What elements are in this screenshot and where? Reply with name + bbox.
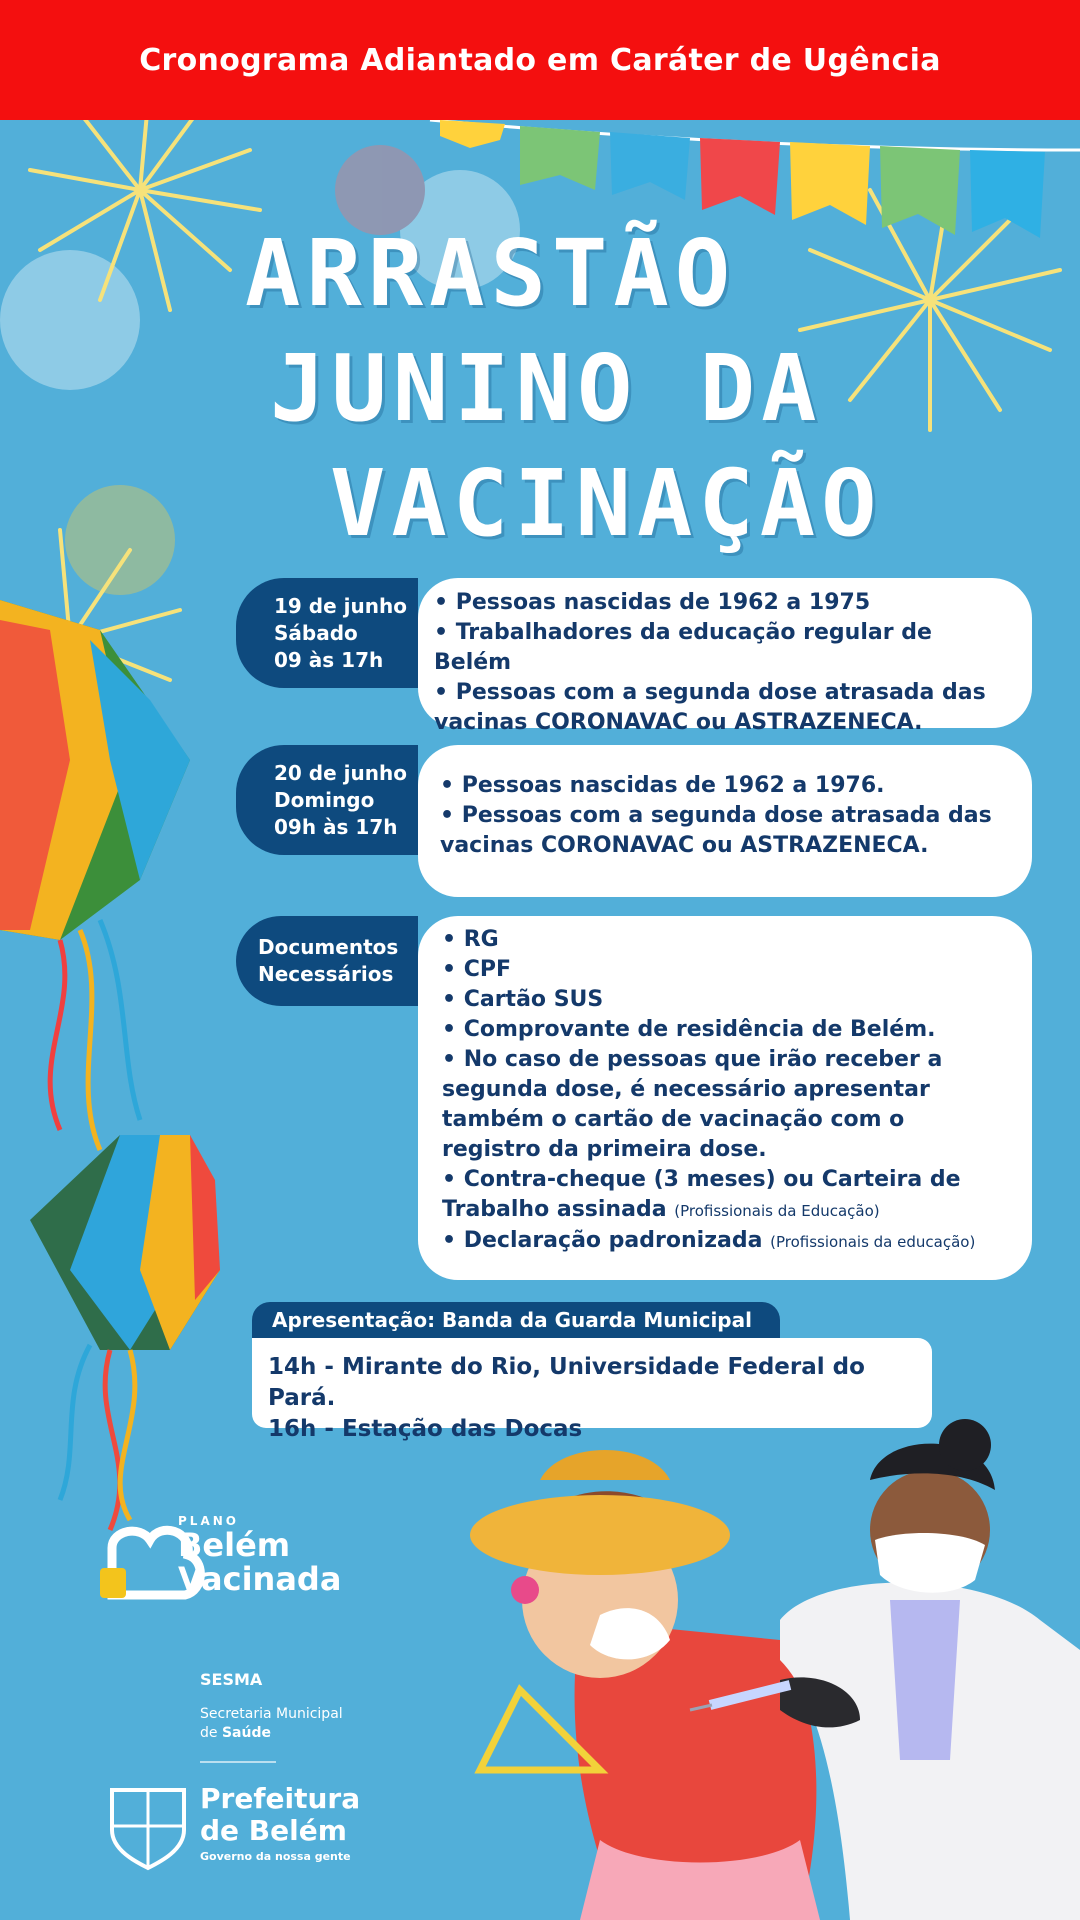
presentation-item: 16h - Estação das Docas [268, 1416, 583, 1442]
plano-name-line-1: Belém [178, 1526, 291, 1564]
schedule-item: • Pessoas nascidas de 1962 a 1976. [440, 773, 885, 798]
plano-name-line-2: Vacinada [178, 1560, 342, 1598]
schedule-item: vacinas CORONAVAC ou ASTRAZENECA. [440, 833, 929, 858]
documents-tag [236, 916, 418, 1006]
hero-title-line-3: VACINAÇÃO [330, 450, 883, 557]
schedule-card-saturday [418, 578, 1032, 735]
prefeitura-line-2: de Belém [200, 1814, 347, 1847]
lantern-decoration [30, 1135, 220, 1530]
document-item: registro da primeira dose. [442, 1137, 767, 1162]
hero-title-line-1: ARRASTÃO [245, 220, 737, 327]
document-item: também o cartão de vacinação com o [442, 1107, 905, 1132]
document-item-note: (Profissionais da educação) [770, 1233, 976, 1251]
document-item [442, 1195, 1016, 1226]
prefeitura-crest-icon [112, 1790, 184, 1868]
plano-label: PLANO [178, 1514, 239, 1528]
day-label: Domingo [274, 787, 375, 812]
prefeitura-slogan: Governo da nossa gente [200, 1850, 351, 1863]
document-item: • Cartão SUS [442, 987, 604, 1012]
sesma-description-2 [200, 1725, 271, 1741]
day-label: Sábado [274, 620, 358, 645]
document-item: segunda dose, é necessário apresentar [442, 1077, 930, 1102]
schedule-item: • Trabalhadores da educação regular de Belém [434, 620, 932, 675]
schedule-item: • Pessoas nascidas de 1962 a 1975 [434, 590, 871, 615]
document-item-main: • Declaração padronizada [442, 1228, 763, 1253]
presentation-label: Apresentação: Banda da Guarda Municipal [252, 1302, 780, 1338]
date-label: 19 de junho [274, 593, 407, 618]
hero-title-line-2: JUNINO DA [270, 335, 823, 442]
lantern-decoration [0, 600, 190, 1150]
document-item: • Contra-cheque (3 meses) ou Carteira de [442, 1167, 961, 1192]
festa-junina-girl-icon [470, 1450, 820, 1920]
sesma-description-bold: Saúde [221, 1725, 271, 1741]
presentation-item: 14h - Mirante do Rio, Universidade Federal do Pará. [268, 1354, 865, 1411]
document-item: • CPF [442, 957, 512, 982]
schedule-card-sunday [418, 745, 1032, 897]
sesma-label: SESMA [200, 1670, 263, 1689]
document-item-note: (Profissionais da Educação) [674, 1202, 880, 1220]
sesma-description-1: Secretaria Municipal [200, 1706, 343, 1722]
schedule-item: vacinas CORONAVAC ou ASTRAZENECA. [434, 710, 923, 735]
date-tag-sunday [236, 745, 418, 855]
document-item [442, 1226, 1016, 1257]
header-title: Cronograma Adiantado em Caráter de Ugência [139, 42, 941, 78]
schedule-item: • Pessoas com a segunda dose atrasada das [440, 803, 992, 828]
presentation-box [252, 1338, 932, 1442]
header-banner [0, 0, 1080, 120]
schedule-item: • Pessoas com a segunda dose atrasada das [434, 680, 986, 705]
time-label: 09h às 17h [274, 814, 398, 839]
document-item: • Comprovante de residência de Belém. [442, 1017, 936, 1042]
documents-tag-line: Necessários [258, 962, 394, 986]
time-label: 09 às 17h [274, 647, 384, 672]
date-tag-saturday [236, 578, 418, 688]
prefeitura-line-1: Prefeitura [200, 1782, 361, 1815]
documents-tag-line: Documentos [258, 935, 399, 959]
document-item-main: Trabalho assinada [442, 1197, 667, 1222]
document-item: • No caso de pessoas que irão receber a [442, 1047, 943, 1072]
documents-card [418, 916, 1032, 1280]
sesma-description-prefix: de [200, 1725, 222, 1741]
date-label: 20 de junho [274, 760, 407, 785]
document-item: • RG [442, 927, 499, 952]
